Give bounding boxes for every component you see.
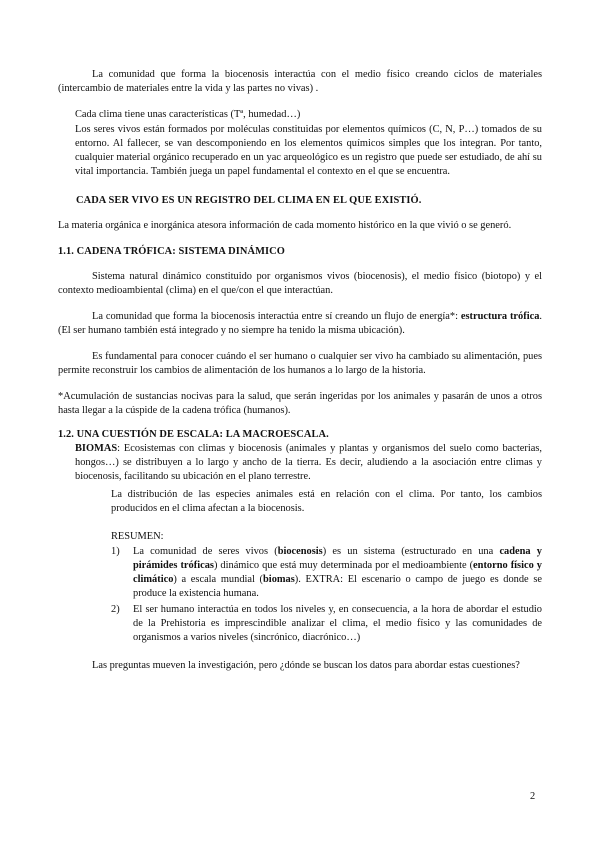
text-li1-c: ) es un sistema (estructurado en una bbox=[322, 546, 500, 557]
list-number-2: 2) bbox=[111, 604, 120, 615]
heading-registro-clima: CADA SER VIVO ES UN REGISTRO DEL CLIMA EN EL QUE EXISTIÓ. bbox=[76, 195, 422, 206]
list-number-1: 1) bbox=[111, 546, 120, 557]
paragraph-seres-vivos: Los seres vivos están formados por moléculas constituidas por elementos químicos (C, N, P…) tomados de su entorno. Al fallecer, se van descomponiendo en los elementos químicos simples que los integran. Por tanto, cualquier material orgánico recuperado en un yac arqueológico es un registro que puede ser estudiado, de ahí su vital importancia. También juega un papel fundamental el contexto en el que se encuentra. bbox=[75, 124, 542, 177]
list-text-1 bbox=[133, 545, 542, 601]
text-li1-e: ) dinámico que está muy determinada por el medioambiente ( bbox=[213, 560, 474, 571]
paragraph-preguntas: Las preguntas mueven la investigación, pero ¿dónde se buscan los datos para abordar estas cuestiones? bbox=[92, 660, 520, 671]
section-heading-cadena-trofica: 1.1. CADENA TRÓFICA: SISTEMA DINÁMICO bbox=[58, 246, 285, 257]
list-item-1 bbox=[111, 545, 542, 601]
page-number: 2 bbox=[530, 791, 536, 802]
text-li1-i: ). EXTRA: El escenario o campo de juego es donde se produce la existencia humana. bbox=[133, 574, 542, 599]
list-item-2 bbox=[111, 603, 542, 645]
text-cadena-piramides: cadena y pirámides tróficas bbox=[133, 546, 543, 571]
paragraph-biomas bbox=[75, 442, 542, 484]
paragraph-ciclos-materiales: La comunidad que forma la biocenosis interactúa con el medio físico creando ciclos de materiales (intercambio de materiales entre la vida y las partes no vivas) . bbox=[58, 69, 542, 94]
paragraph-distribucion-especies: La distribución de las especies animales está en relación con el clima. Por tanto, los cambios producidos en el clima afectan a la biocenosis. bbox=[111, 489, 542, 514]
resumen-label: RESUMEN: bbox=[111, 531, 164, 542]
text-estructura-trofica: estructura trófica bbox=[460, 311, 540, 322]
text-biomas-label: BIOMAS bbox=[75, 443, 118, 454]
paragraph-clima: Cada clima tiene unas características (Tª, humedad…) bbox=[75, 109, 301, 120]
text-biomas-body: : Ecosistemas con climas y biocenosis (animales y plantas y organismos del suelo como bacterias, hongos…) se distribuyen a lo largo y ancho de la tierra. Es decir, aludiendo a la asociación entre climas y biocenosis, facilitando su ubicación en el plano terrestre. bbox=[75, 443, 542, 482]
text-biomas: biomas bbox=[263, 574, 295, 585]
text-biocenosis: biocenosis bbox=[277, 546, 323, 557]
section-heading-macroescala: 1.2. UNA CUESTIÓN DE ESCALA: LA MACROESCALA. bbox=[58, 429, 329, 440]
paragraph-footnote-acumulacion: *Acumulación de sustancias nocivas para la salud, que serán ingeridas por los animales y pasarán de unos a otros hasta llegar a la cúspide de la cadena trófica (humanos). bbox=[58, 391, 542, 416]
paragraph-materia-organica: La materia orgánica e inorgánica atesora información de cada momento histórico en la que vivió o se generó. bbox=[58, 220, 512, 231]
text-li1-g: ) a escala mundial ( bbox=[173, 574, 264, 585]
text-li1-a: La comunidad de seres vivos ( bbox=[133, 546, 278, 557]
paragraph-sistema-natural: Sistema natural dinámico constituido por organismos vivos (biocenosis), el medio físico (biotopo) y el contexto medioambiental (clima) en el que/con el que interactúan. bbox=[58, 271, 542, 296]
text-ser-humano: . (El ser humano también está integrado y no siempre ha tenido la misma ubicación). bbox=[58, 311, 542, 336]
paragraph-flujo-energia bbox=[58, 310, 542, 338]
text-flujo: La comunidad que forma la biocenosis interactúa entre sí creando un flujo de energía*: bbox=[92, 311, 461, 322]
list-text-2: El ser humano interactúa en todos los niveles y, en consecuencia, a la hora de abordar el estudio de la Prehistoria es imprescindible analizar el clima, el medio físico y las comunidades de organismos a varios niveles (sincrónico, diacrónico…) bbox=[133, 604, 542, 643]
paragraph-alimentacion: Es fundamental para conocer cuándo el ser humano o cualquier ser vivo ha cambiado su alimentación, pues permite reconstruir los cambios de alimentación de los humanos a lo largo de la historia. bbox=[58, 351, 542, 376]
text-entorno: entorno físico y climático bbox=[133, 560, 542, 585]
